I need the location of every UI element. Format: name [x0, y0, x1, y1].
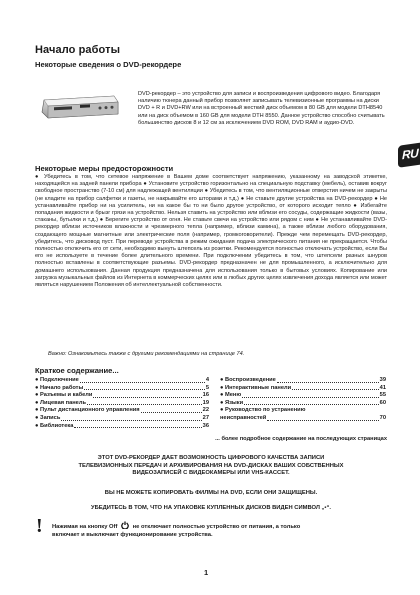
toc-item[interactable]: ● Разъемы и кабели 16 [35, 392, 209, 399]
feature-notice-line: ТЕЛЕВИЗИОННЫХ ПЕРЕДАЧ И АРХИВИРОВАНИЯ НА DVD-ДИСКАХ ВАШИХ СОБСТВЕННЫХ [78, 462, 344, 469]
toc-item[interactable]: ● Языки 60 [220, 399, 386, 406]
toc-item[interactable]: ● Воспроизведение 39 [220, 377, 386, 383]
toc-item[interactable]: ● Пульт дистанционного управления 22 [35, 407, 209, 414]
disc-symbol-notice: УБЕДИТЕСЬ В ТОМ, ЧТО НА УПАКОВКЕ КУПЛЕННЫХ ДИСКОВ ВИДЕН СИМВОЛ „•“. [91, 505, 331, 511]
toc-more-note: ... более подробное содержание на последующих страницах [215, 436, 387, 442]
toc-heading: Краткое содержание... [35, 366, 119, 375]
section-heading-precautions: Некоторые меры предосторожности [35, 164, 174, 173]
feature-notice-line: ВИДЕОЗАПИСЕЙ С ВИДЕОКАМЕРЫ ИЛИ VHS-КАССЕТ. [132, 470, 290, 477]
power-warning-pre: Нажимая на кнопку Off [52, 524, 118, 530]
toc-item[interactable]: ● Руководство по устранению [220, 407, 306, 414]
toc-item[interactable]: ● Запись 27 [35, 414, 209, 421]
exclamation-icon: ! [36, 515, 43, 537]
section-heading-about: Некоторые сведения о DVD-рекордере [35, 60, 182, 69]
dvd-recorder-image [40, 94, 120, 120]
toc-item[interactable]: ● Лицевая панель 19 [35, 399, 209, 406]
intro-paragraph: DVD-рекордер – это устройство для записи и воспроизведения цифрового видео. Благодаря наличию тюнера данный прибор позволяет записывать телевизионные программы на диски DVD + R и DVD+RW или на встроенный жесткий диск объемом в 80 GB для модели DTH8540 или на диск объемом в 160 GB для модели DTH 8550. Данное устройство способно считывать большинство дисков 8 и 12 см за исключением DVD ROM, DVD RAM и аудио-DVD. [138, 91, 385, 126]
copy-protection-notice: ВЫ НЕ МОЖЕТЕ КОПИРОВАТЬ ФИЛМЫ НА DVD, ЕСЛИ ОНИ ЗАЩИЩЕНЫ. [104, 490, 318, 496]
toc-item[interactable]: ● Библиотека 36 [35, 422, 209, 429]
power-warning-post: не отключает полностью устройство от питания, а только [132, 524, 301, 530]
feature-notice [35, 455, 387, 478]
precautions-paragraph: ● Убедитесь в том, что сетевое напряжение в Вашем доме соответствует напряжению, указанному на заводской этикетке, находящейся на задней панели прибора ● Установите устройство горизонтально на специальную подставку (мебель), оставив вокруг свободное пространство (7-10 см) для надлежащей вентиляции ● Убедитесь в том, что вентиляционные отверстия ничем не закрыты (не кладите на прибор салфетки и газеты, не накрывайте его шторами и т.д.) ● Не ставьте другие устройства на DVD-рекордер ● Не устанавливайте прибор ни на усилитель, ни на какое бы то ни было другое устройство, от которого исходит тепло ● Избегайте попадания жидкости и брызг грязи на устройство. Нельзя ставить на устройство или вблизи его сосуды, содержащие жидкости (вазы, стаканы, бутылки и т.д.) ● Берегите устройство от огня. Не ставьте свечи на устройство или рядом с ним ● Не устанавливайте DVD-рекордер вблизи источников влажности и чрезмерного тепла (например, вблизи камина), а также вблизи любого оборудования, создающего мощные магнитные или электрические поля (например, громкоговорители). Прежде чем перемещать DVD-рекордер, убедитесь, что дисковод пуст. При переводе устройства в режим ожидания подача электрического питания не прекращается. Чтобы полностью отключить его от сети, необходимо вынуть штепсель из розетки. Рекомендуется полностью отключать устройство, если Вы его не используете в течение более длительного времени. При подключении убедитесь в том, что штепсели разных шнуров полностью вставлены в соответствующие разъемы. DVD-рекордер предназначен не для промышленного, а исключительно для домашнего использования. Данная продукция предназначена для использования только в бытовых условиях. Копирование или загрузка музыкальных файлов из Интернета в коммерческих целях или в любых других целях извлечения дохода является или может являться нарушением Положения об интеллектуальной собственности. [35, 174, 387, 289]
feature-notice-line: ЭТОТ DVD-РЕКОРДЕР ДАЕТ ВОЗМОЖНОСТЬ ЦИФРОВОГО КАЧЕСТВА ЗАПИСИ [97, 455, 325, 461]
language-tab-label: RU [402, 145, 419, 163]
power-icon [121, 521, 129, 529]
important-note: Важно: Ознакомьтесь также с другими рекомендациями на странице 74. [48, 351, 245, 357]
language-tab [398, 142, 420, 168]
toc-item[interactable]: ● Интерактивные панели 41 [220, 384, 386, 391]
toc-item[interactable]: ● Начало работы 5 [35, 384, 209, 391]
toc-left-column [35, 377, 209, 430]
power-warning [52, 521, 392, 539]
toc-item[interactable]: ● Меню 55 [220, 392, 386, 399]
toc-item[interactable]: ● Подключение 4 [35, 377, 209, 383]
toc-right-column [220, 377, 386, 423]
page-number: 1 [204, 568, 209, 577]
power-warning-line2: включает и выключает функционирование устройства. [52, 531, 213, 538]
page-title: Начало работы [35, 44, 121, 56]
toc-item[interactable]: неисправностей 70 [220, 414, 386, 421]
